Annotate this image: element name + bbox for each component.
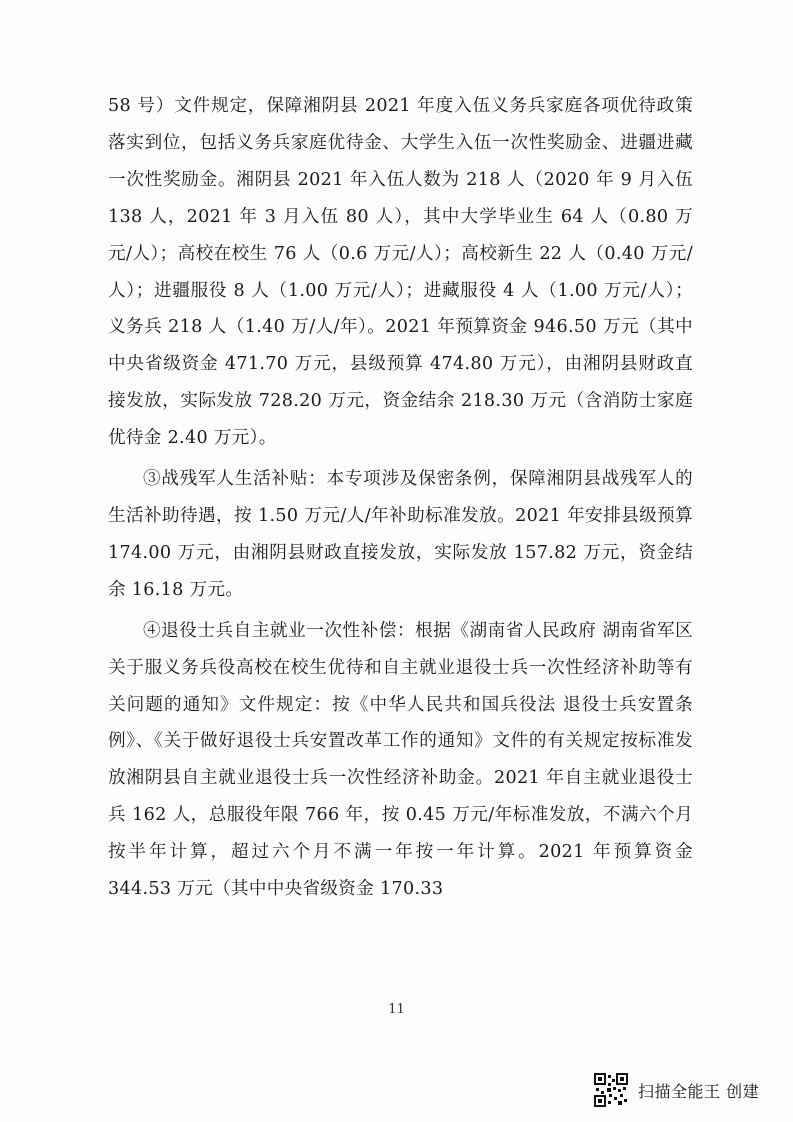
qr-code-icon (594, 1073, 628, 1107)
body-text (108, 88, 693, 912)
paragraph-disabled-soldier-subsidy: ③战残军人生活补贴：本专项涉及保密条例，保障湘阴县战残军人的生活补助待遇，按 1.50 万元/人/年补助标准发放。2021 年安排县级预算 174.00 万元，由湘阴县财政直接发放，实际发放 157.82 万元，资金结余 16.18 万元。 (108, 469, 693, 600)
paragraph-continued: 58 号）文件规定，保障湘阴县 2021 年度入伍义务兵家庭各项优待政策落实到位，包括义务兵家庭优待金、大学生入伍一次性奖励金、进疆进藏一次性奖励金。湘阴县 2021 年入伍人数为 218 人（2020 年 9 月入伍 138 人，2021 年 3 月入伍 80 人），其中大学毕业生 64 人（0.80 万元/人）；高校在校生 76 人（0.6 万元/人）；高校新生 22 人（0.40 万元/人）；进疆服役 8 人（1.00 万元/人）；进藏服役 4 人（1.00 万元/人）；义务兵 218 人（1.40 万/人/年）。2021 年预算资金 946.50 万元（其中中央省级资金 471.70 万元，县级预算 474.80 万元），由湘阴县财政直接发放，实际发放 728.20 万元，资金结余 218.30 万元（含消防士家庭优待金 2.40 万元）。 (108, 96, 693, 449)
paragraph-veteran-compensation: ④退役士兵自主就业一次性补偿：根据《湖南省人民政府 湖南省军区关于服义务兵役高校在校生优待和自主就业退役士兵一次性经济补助等有关问题的通知》文件规定：按《中华人民共和国兵役法 退役士兵安置条例》、《关于做好退役士兵安置改革工作的通知》文件的有关规定按标准发放湘阴县自主就业退役士兵一次性经济补助金。2021 年自主就业退役士兵 162 人，总服役年限 766 年，按 0.45 万元/年标准发放，不满六个月按半年计算，超过六个月不满一年按一年计算。2021 年预算资金 344.53 万元（其中中央省级资金 170.33 (108, 620, 693, 900)
scanner-watermark-label: 扫描全能王 创建 (638, 1081, 760, 1101)
page-number: 11 (388, 1002, 405, 1017)
scanner-watermark (594, 1072, 759, 1108)
